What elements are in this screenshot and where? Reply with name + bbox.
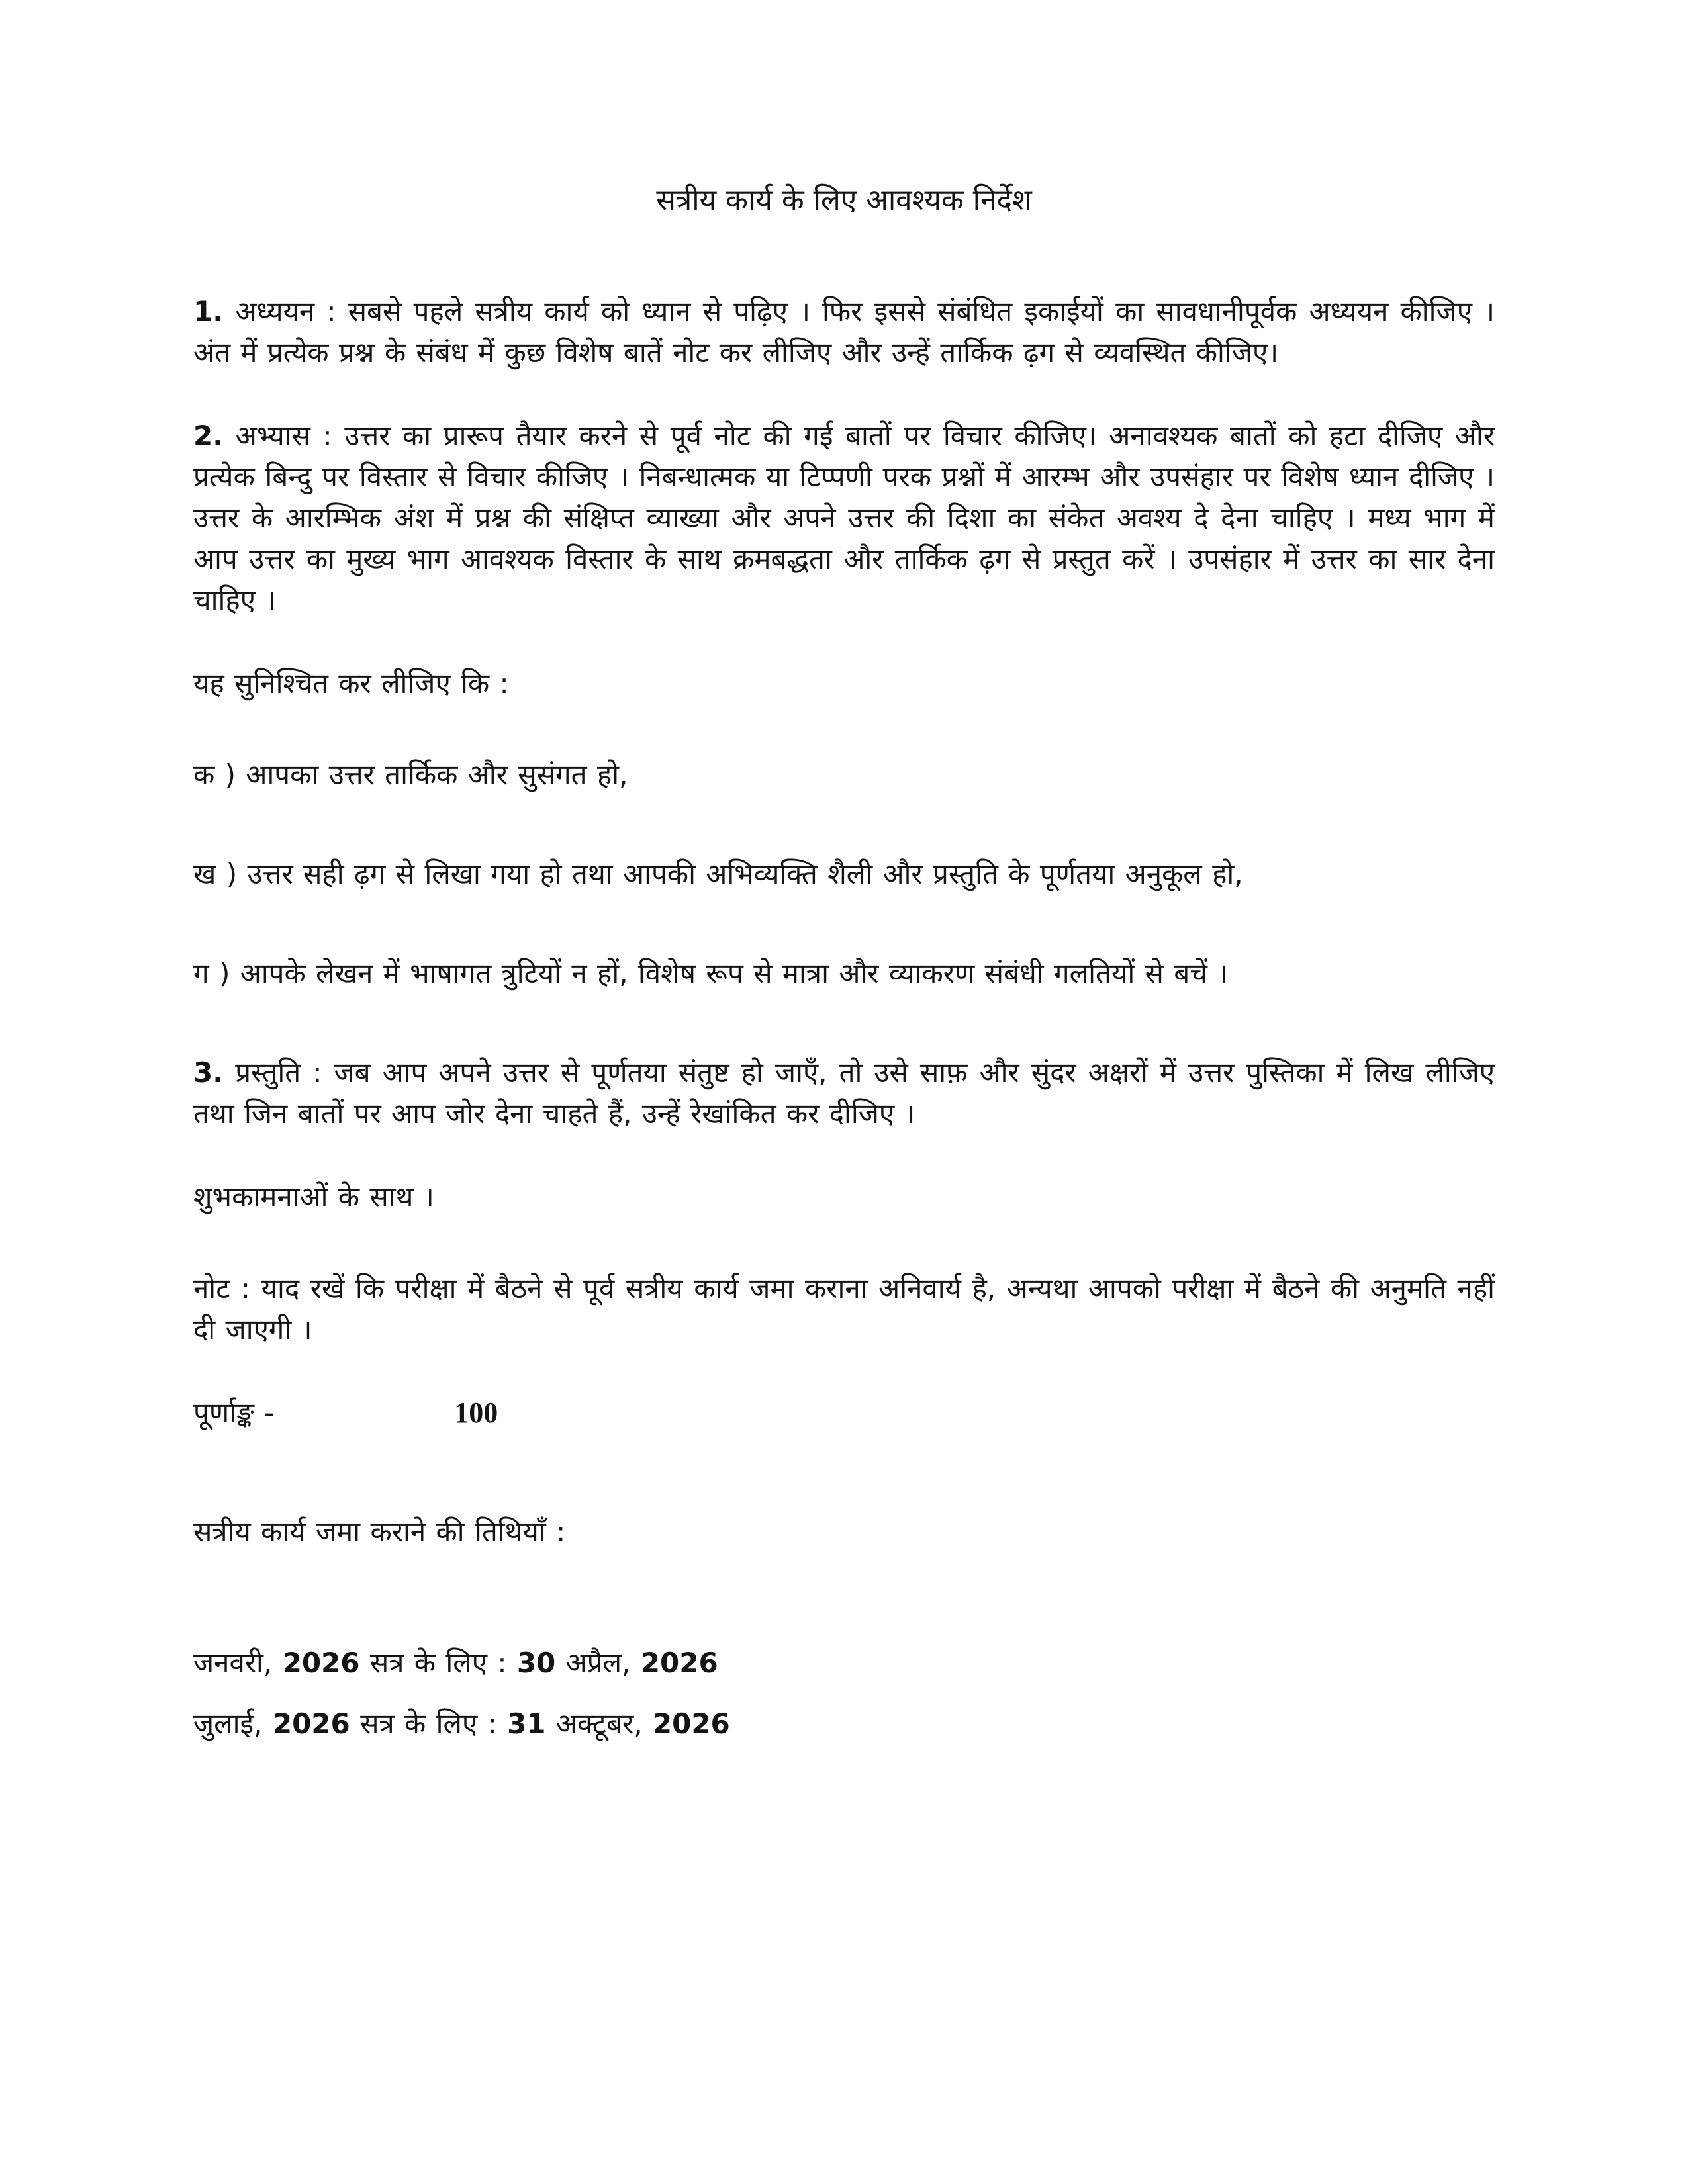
text-block-dates-head [193, 1512, 1495, 1553]
bold-text-segment: 31 [507, 1707, 546, 1740]
text-segment: जुलाई, [193, 1707, 273, 1740]
text-segment: प्रस्तुति : जब आप अपने उत्तर से पूर्णतया संतुष्ट हो जाएँ, तो उसे साफ़ और सुंदर अक्षरों में उत्तर पुस्तिका में लिख लीजिए तथा जिन बातों पर आप जोर देना चाहते हैं, उन्हें रेखांकित कर दीजिए । [193, 1056, 1495, 1130]
bold-text-segment: 2. [193, 420, 224, 452]
text-segment: क ) आपका उत्तर तार्किक और सुसंगत हो, [193, 758, 628, 791]
text-segment: सत्रीय कार्य जमा कराने की तिथियाँ : [193, 1516, 566, 1548]
text-segment: अक्टूबर, [545, 1707, 653, 1740]
bold-text-segment: 1. [193, 295, 224, 328]
bold-text-segment: 100 [454, 1396, 498, 1429]
text-segment: शुभकामनाओं के साथ । [193, 1181, 434, 1213]
text-block-marks [193, 1392, 1495, 1433]
text-block-line [193, 663, 1495, 704]
text-block-line [193, 1177, 1495, 1218]
bold-text-segment: 2026 [272, 1707, 350, 1740]
text-segment: अभ्यास : उत्तर का प्रारूप तैयार करने से पूर्व नोट की गई बातों पर विचार कीजिए। अनावश्यक बातों को हटा दीजिए और प्रत्येक बिन्दु पर विस्तार से विचार कीजिए । निबन्धात्मक या टिप्पणी परक प्रश्नों में आरम्भ और उपसंहार पर विशेष ध्यान दीजिए । उत्तर के आरम्भिक अंश में प्रश्न की संक्षिप्त व्याख्या और अपने उत्तर की दिशा का संकेत अवश्य दे देना चाहिए । मध्य भाग में आप उत्तर का मुख्य भाग आवश्यक विस्तार के साथ क्रमबद्धता और तार्किक ढ़ग से प्रस्तुत करें । उपसंहार में उत्तर का सार देना चाहिए । [193, 420, 1495, 616]
bold-text-segment: 2026 [640, 1647, 718, 1679]
text-block-item [193, 953, 1495, 994]
text-block-para [193, 291, 1495, 373]
text-block-item [193, 854, 1495, 895]
text-segment: अप्रैल, [555, 1647, 641, 1679]
text-segment: ग ) आपके लेखन में भाषागत त्रुटियों न हों, विशेष रूप से मात्रा और व्याकरण संबंधी गलतियों से बचें । [193, 957, 1229, 989]
text-segment: यह सुनिश्चित कर लीजिए कि : [193, 667, 509, 700]
bold-text-segment: 2026 [282, 1647, 360, 1679]
text-block-para [193, 416, 1495, 621]
text-segment: नोट : याद रखें कि परीक्षा में बैठने से पूर्व सत्रीय कार्य जमा कराना अनिवार्य है, अन्यथा आपको परीक्षा में बैठने की अनुमति नहीं दी जाएगी । [193, 1272, 1495, 1345]
text-segment: सत्र के लिए : [359, 1647, 517, 1679]
text-segment: सत्र के लिए : [350, 1707, 508, 1740]
text-segment: पूर्णाङ्क - [193, 1396, 275, 1429]
text-block-date [193, 1643, 1495, 1684]
text-segment: अध्ययन : सबसे पहले सत्रीय कार्य को ध्यान से पढ़िए । फिर इससे संबंधित इकाईयों का सावधानीपूर्वक अध्ययन कीजिए । अंत में प्रत्येक प्रश्न के संबंध में कुछ विशेष बातें नोट कर लीजिए और उन्हें तार्किक ढ़ग से व्यवस्थित कीजिए। [193, 295, 1495, 369]
bold-text-segment: 2026 [652, 1707, 730, 1740]
document-body [193, 291, 1495, 1745]
text-block-date [193, 1704, 1495, 1745]
text-block-para [193, 1268, 1495, 1350]
text-block-para [193, 1052, 1495, 1134]
text-block-item [193, 754, 1495, 796]
text-segment: ख ) उत्तर सही ढ़ग से लिखा गया हो तथा आपकी अभिव्यक्ति शैली और प्रस्तुति के पूर्णतया अनुकूल हो, [193, 858, 1243, 890]
bold-text-segment: 30 [516, 1647, 556, 1679]
document-title: सत्रीय कार्य के लिए आवश्यक निर्देश [656, 183, 1032, 217]
text-segment: जनवरी, [193, 1647, 283, 1679]
bold-text-segment: 3. [193, 1056, 224, 1089]
